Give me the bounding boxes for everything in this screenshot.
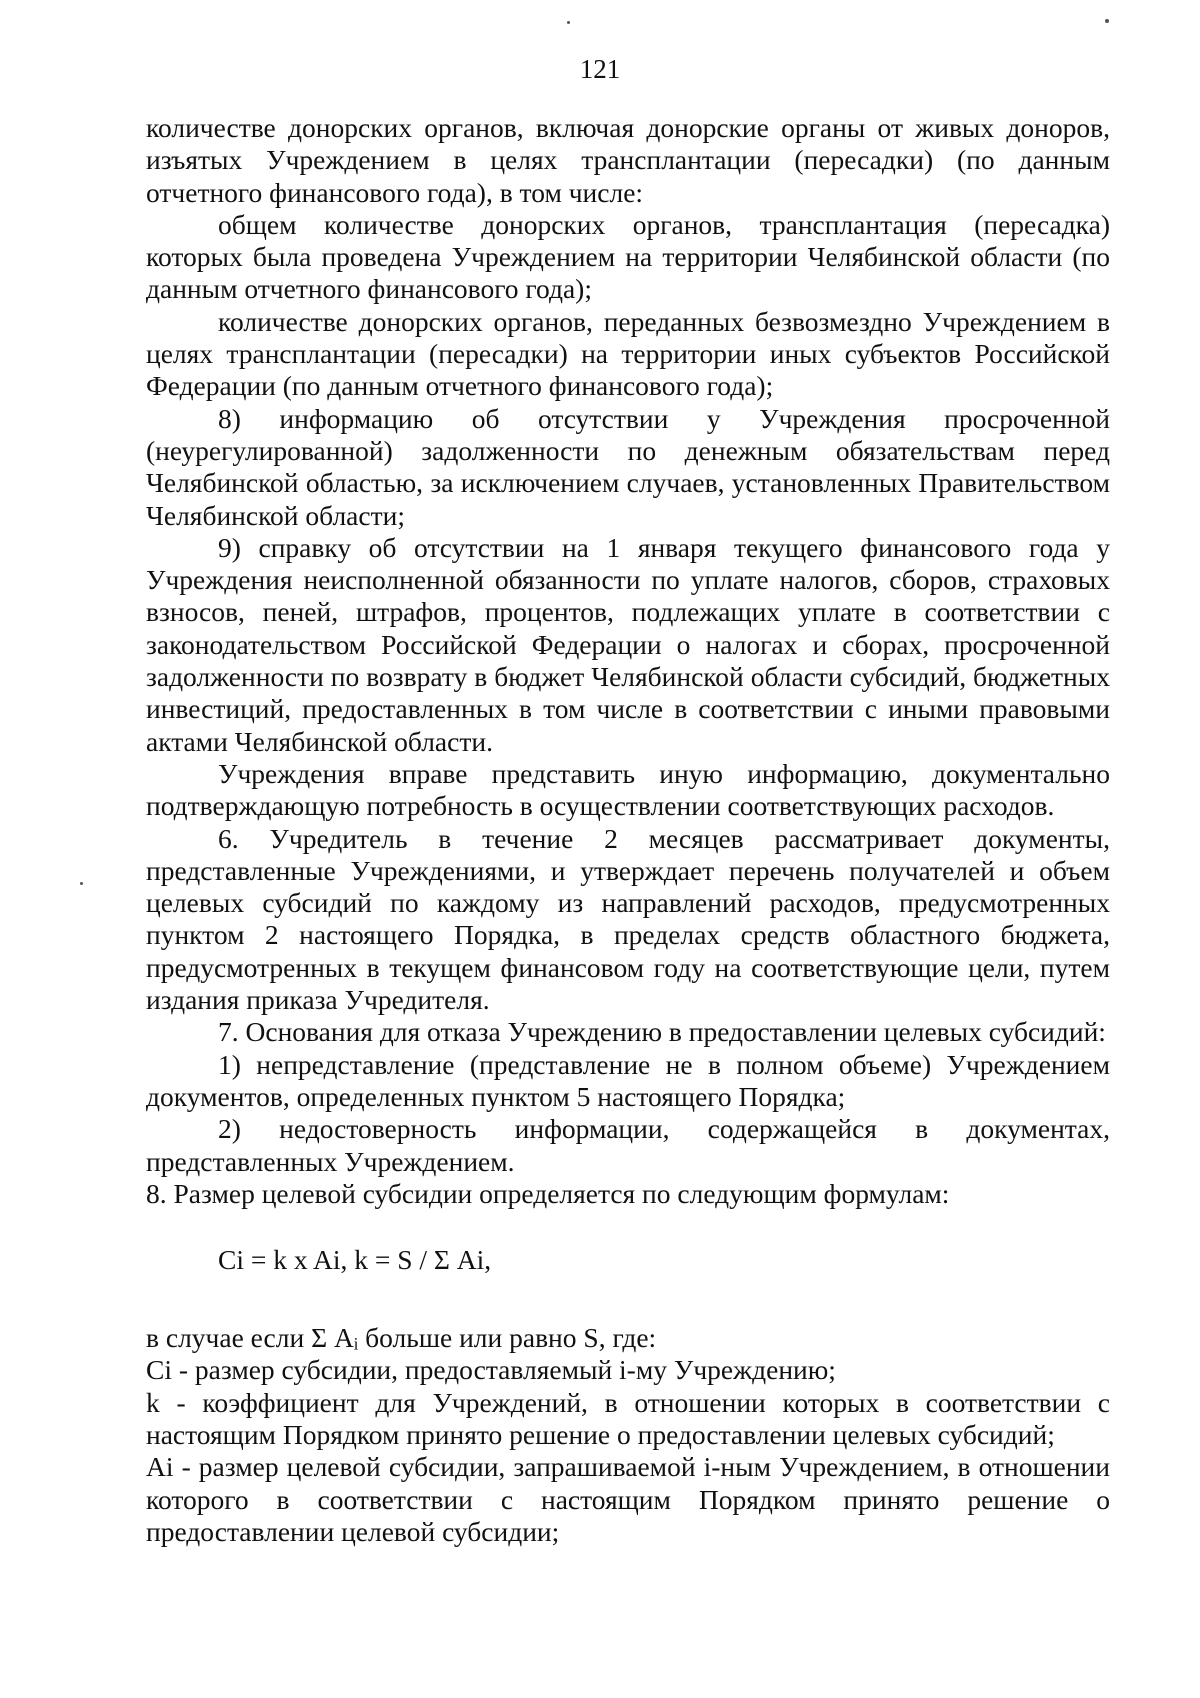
spacer	[146, 1276, 1110, 1322]
clause-7-item-2: 2) недостоверность информации, содержащейся в документах, представленных Учреждением.	[146, 1113, 1110, 1177]
clause-6: 6. Учредитель в течение 2 месяцев рассматривает документы, представленные Учреждениями, и утверждает перечень получателей и объем целевых субсидий по каждому из направлений расходов, предусмотренных пунктом 2 настоящего Порядка, в пределах средств областного бюджета, предусмотренных в текущем финансовом году на соответствующие цели, путем издания приказа Учредителя.	[146, 822, 1110, 1016]
page-number: 121	[579, 54, 621, 84]
scan-speck	[567, 21, 570, 24]
paragraph: количестве донорских органов, включая донорские органы от живых доноров, изъятых Учреждением в целях трансплантации (пересадки) (по данным отчетного финансового года), в том числе:	[146, 112, 1110, 208]
paragraph: Учреждения вправе представить иную информацию, документально подтверждающую потребность в осуществлении соответствующих расходов.	[146, 757, 1110, 822]
subsidy-formula: Ci = k x Ai, k = S / Σ Ai,	[218, 1244, 492, 1276]
paragraph: количестве донорских органов, переданных безвозмездно Учреждением в целях трансплантации (пересадки) на территории иных субъектов Российской Федерации (по данным отчетного финансового года);	[146, 305, 1110, 402]
definition-ci: Ci - размер субсидии, предоставляемый i-му Учреждению;	[146, 1354, 836, 1386]
scan-speck	[80, 882, 83, 885]
list-item-8: 8) информацию об отсутствии у Учреждения просроченной (неурегулированной) задолженности по денежным обязательствам перед Челябинской областью, за исключением случаев, установленных Правительством Челябинской области;	[146, 402, 1110, 531]
definition-k: k - коэффициент для Учреждений, в отношении которых в соответствии с настоящим Порядком принято решение о предоставлении целевых субсидий;	[146, 1386, 1110, 1450]
spacer	[146, 1210, 1110, 1244]
definition-condition: в случае если Σ Aᵢ больше или равно S, где:	[146, 1322, 657, 1354]
document-body	[146, 112, 1110, 1548]
paragraph: общем количестве донорских органов, трансплантация (пересадка) которых была проведена Учреждением на территории Челябинской области (по данным отчетного финансового года);	[146, 208, 1110, 305]
definition-ai: Ai - размер целевой субсидии, запрашиваемой i-ным Учреждением, в отношении которого в соответствии с настоящим Порядком принято решение о предоставлении целевой субсидии;	[146, 1451, 1110, 1547]
list-item-9: 9) справку об отсутствии на 1 января текущего финансового года у Учреждения неисполненной обязанности по уплате налогов, сборов, страховых взносов, пеней, штрафов, процентов, подлежащих уплате в соответствии с законодательством Российской Федерации о налогах и сборах, просроченной задолженности по возврату в бюджет Челябинской области субсидий, бюджетных инвестиций, предоставленных в том числе в соответствии с иными правовыми актами Челябинской области.	[146, 531, 1110, 757]
scan-speck	[1105, 19, 1109, 23]
clause-8: 8. Размер целевой субсидии определяется по следующим формулам:	[146, 1177, 950, 1209]
clause-7: 7. Основания для отказа Учреждению в предоставлении целевых субсидий:	[218, 1016, 1106, 1048]
clause-7-item-1: 1) непредставление (представление не в полном объеме) Учреждением документов, определенных пунктом 5 настоящего Порядка;	[146, 1048, 1110, 1112]
